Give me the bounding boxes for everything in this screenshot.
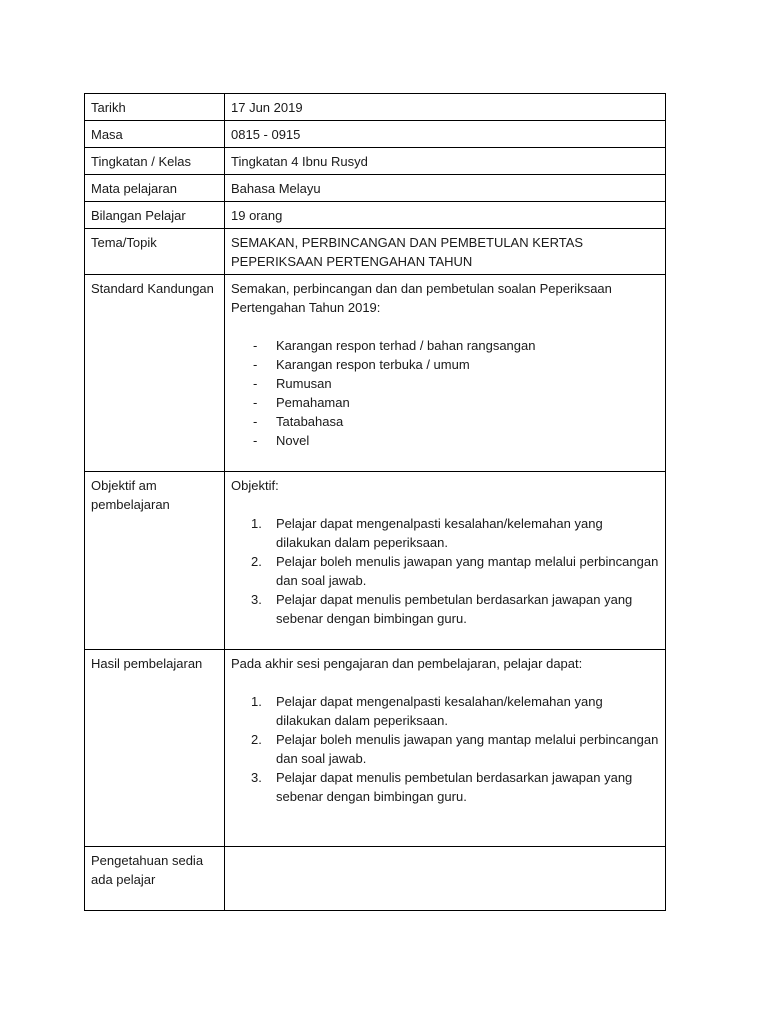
list-item bbox=[231, 692, 659, 730]
list-item bbox=[231, 768, 659, 806]
row-tarikh bbox=[85, 94, 666, 121]
list-item-text: Novel bbox=[276, 433, 310, 448]
list-item-text: Pelajar dapat mengenalpasti kesalahan/kelemahan yang dilakukan dalam peperiksaan. bbox=[276, 694, 603, 728]
list-item bbox=[231, 355, 659, 374]
bilangan-value: 19 orang bbox=[225, 202, 666, 229]
dash-bullet: - bbox=[253, 338, 258, 353]
list-number: 2. bbox=[251, 732, 262, 747]
standard-list bbox=[231, 336, 659, 450]
row-tema bbox=[85, 229, 666, 275]
row-tingkatan bbox=[85, 148, 666, 175]
dash-bullet: - bbox=[253, 376, 258, 391]
bilangan-label: Bilangan Pelajar bbox=[85, 202, 225, 229]
dash-bullet: - bbox=[253, 414, 258, 429]
row-standard bbox=[85, 275, 666, 472]
masa-label: Masa bbox=[85, 121, 225, 148]
pengetahuan-value bbox=[225, 847, 666, 911]
list-item bbox=[231, 412, 659, 431]
row-hasil bbox=[85, 650, 666, 847]
hasil-label: Hasil pembelajaran bbox=[85, 650, 225, 847]
pengetahuan-label: Pengetahuan sedia ada pelajar bbox=[85, 847, 225, 911]
list-item bbox=[231, 730, 659, 768]
dash-bullet: - bbox=[253, 357, 258, 372]
list-item-text: Pelajar boleh menulis jawapan yang mantap melalui perbincangan dan soal jawab. bbox=[276, 732, 659, 766]
standard-label: Standard Kandungan bbox=[85, 275, 225, 472]
list-number: 3. bbox=[251, 770, 262, 785]
list-item bbox=[231, 336, 659, 355]
lesson-plan-table bbox=[84, 93, 666, 911]
list-item bbox=[231, 590, 659, 628]
list-item bbox=[231, 431, 659, 450]
standard-value bbox=[225, 275, 666, 472]
list-item bbox=[231, 393, 659, 412]
hasil-value bbox=[225, 650, 666, 847]
objektif-list bbox=[231, 514, 659, 628]
objektif-value bbox=[225, 472, 666, 650]
hasil-list bbox=[231, 692, 659, 806]
dash-bullet: - bbox=[253, 433, 258, 448]
list-item-text: Pelajar dapat menulis pembetulan berdasarkan jawapan yang sebenar dengan bimbingan guru. bbox=[276, 592, 633, 626]
tema-value: SEMAKAN, PERBINCANGAN DAN PEMBETULAN KERTAS PEPERIKSAAN PERTENGAHAN TAHUN bbox=[225, 229, 666, 275]
tarikh-value: 17 Jun 2019 bbox=[225, 94, 666, 121]
list-number: 1. bbox=[251, 694, 262, 709]
list-item bbox=[231, 552, 659, 590]
tema-label: Tema/Topik bbox=[85, 229, 225, 275]
standard-intro: Semakan, perbincangan dan dan pembetulan soalan Peperiksaan Pertengahan Tahun 2019: bbox=[231, 281, 612, 315]
list-item-text: Tatabahasa bbox=[276, 414, 344, 429]
mata-pelajaran-label: Mata pelajaran bbox=[85, 175, 225, 202]
masa-value: 0815 - 0915 bbox=[225, 121, 666, 148]
list-item-text: Pelajar boleh menulis jawapan yang mantap melalui perbincangan dan soal jawab. bbox=[276, 554, 659, 588]
list-number: 3. bbox=[251, 592, 262, 607]
hasil-intro: Pada akhir sesi pengajaran dan pembelajaran, pelajar dapat: bbox=[231, 656, 583, 671]
objektif-intro: Objektif: bbox=[231, 478, 279, 493]
tingkatan-label: Tingkatan / Kelas bbox=[85, 148, 225, 175]
row-mata-pelajaran bbox=[85, 175, 666, 202]
tarikh-label: Tarikh bbox=[85, 94, 225, 121]
row-bilangan bbox=[85, 202, 666, 229]
dash-bullet: - bbox=[253, 395, 258, 410]
lesson-plan-sheet bbox=[84, 93, 665, 911]
tingkatan-value: Tingkatan 4 Ibnu Rusyd bbox=[225, 148, 666, 175]
list-item-text: Pelajar dapat mengenalpasti kesalahan/kelemahan yang dilakukan dalam peperiksaan. bbox=[276, 516, 603, 550]
list-item-text: Karangan respon terhad / bahan rangsangan bbox=[276, 338, 536, 353]
list-item bbox=[231, 374, 659, 393]
row-pengetahuan bbox=[85, 847, 666, 911]
list-number: 2. bbox=[251, 554, 262, 569]
list-item-text: Pemahaman bbox=[276, 395, 350, 410]
mata-pelajaran-value: Bahasa Melayu bbox=[225, 175, 666, 202]
list-item bbox=[231, 514, 659, 552]
objektif-label: Objektif am pembelajaran bbox=[85, 472, 225, 650]
list-item-text: Rumusan bbox=[276, 376, 332, 391]
list-item-text: Pelajar dapat menulis pembetulan berdasarkan jawapan yang sebenar dengan bimbingan guru. bbox=[276, 770, 633, 804]
list-item-text: Karangan respon terbuka / umum bbox=[276, 357, 470, 372]
row-masa bbox=[85, 121, 666, 148]
row-objektif bbox=[85, 472, 666, 650]
list-number: 1. bbox=[251, 516, 262, 531]
